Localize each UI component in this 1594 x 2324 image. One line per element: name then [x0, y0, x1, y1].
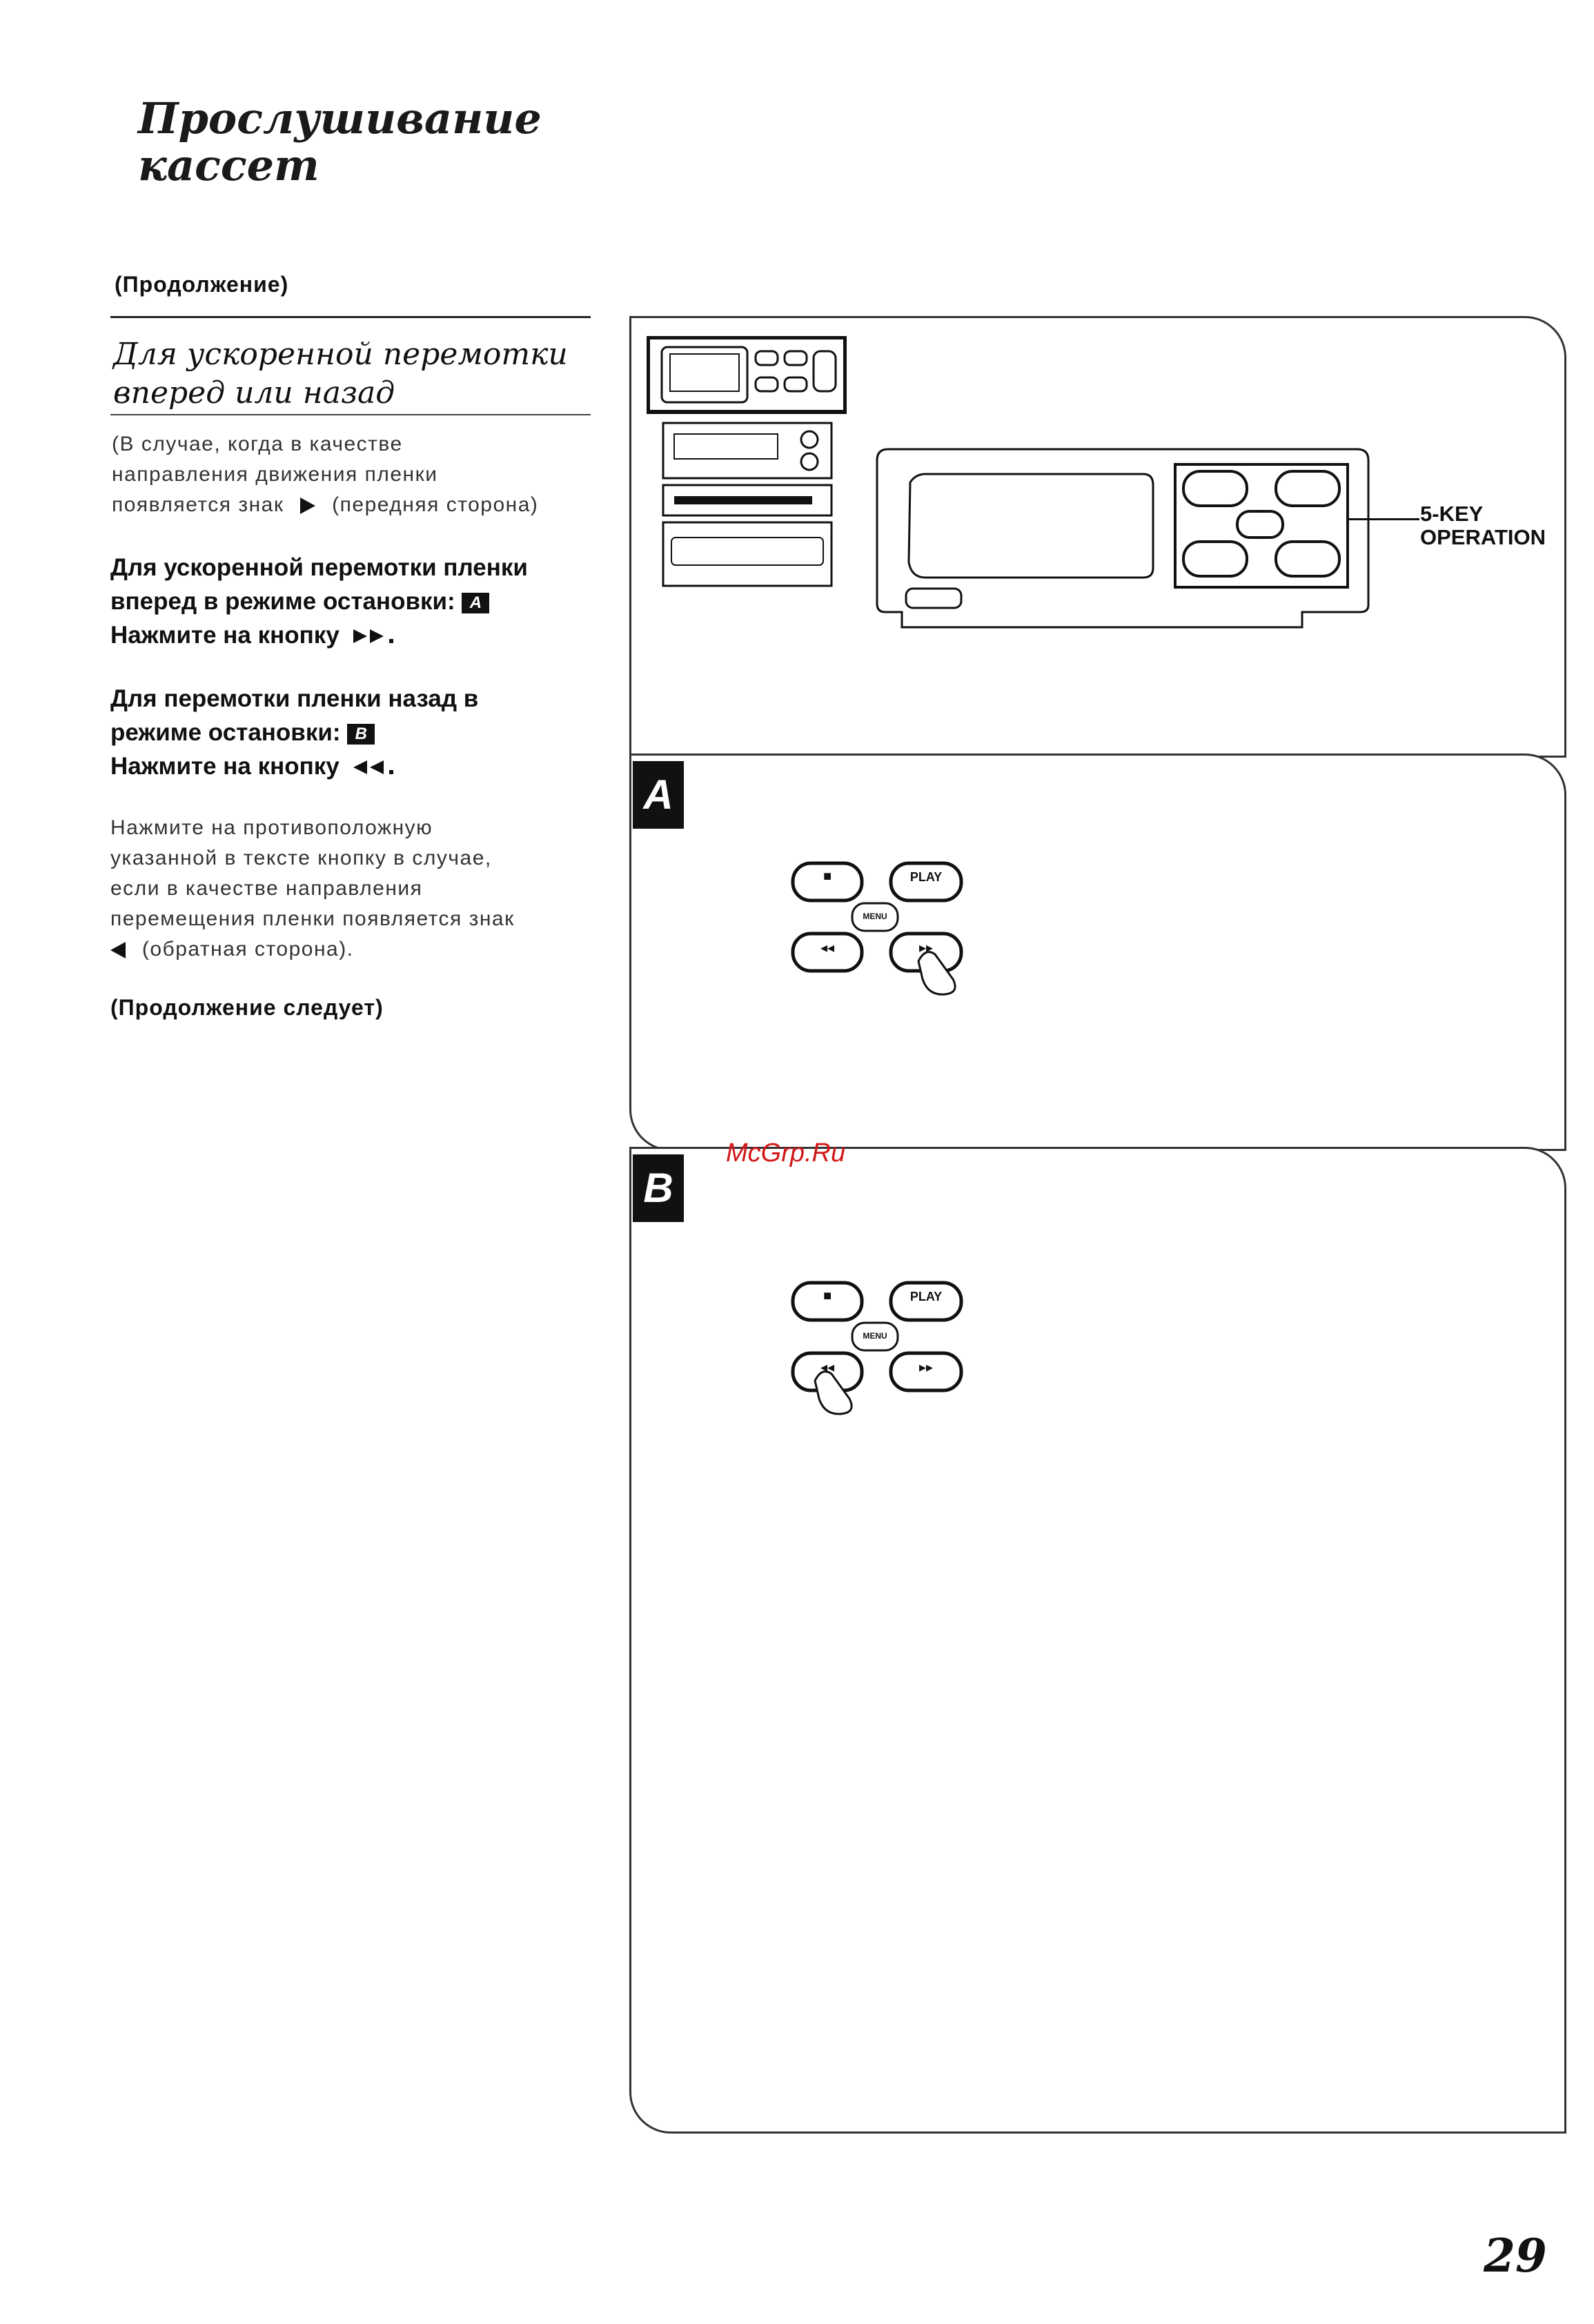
- ff-heading-line-2: вперед в режиме остановки: A: [110, 584, 528, 618]
- page-title-line-2: кассет: [138, 140, 319, 190]
- panel-b-label: B: [633, 1154, 684, 1222]
- reverse-note-line-5: (обратная сторона).: [110, 934, 515, 965]
- panel-b: [629, 1147, 1566, 2134]
- panel-a-label: A: [633, 761, 684, 829]
- section-divider: [110, 316, 591, 318]
- watermark: McGrp.Ru: [726, 1139, 846, 1168]
- ff-instruction: Нажмите на кнопку: [110, 618, 528, 653]
- rewind-button[interactable]: ◂◂: [820, 1360, 835, 1375]
- direction-note-line-2: направления движения пленки: [112, 463, 438, 486]
- stop-button[interactable]: ■: [823, 1288, 832, 1303]
- section-subtitle-line-2: вперед или назад: [113, 375, 395, 411]
- main-unit-controller-illustration: [874, 446, 1371, 636]
- panel-b-keypad: [787, 1277, 967, 1415]
- key-label-leader-line: [1348, 518, 1419, 520]
- reverse-note-line-1: Нажмите на противоположную: [110, 816, 433, 839]
- subtitle-divider: [110, 414, 591, 415]
- panel-a-keypad: [787, 858, 967, 996]
- marker-b-icon: B: [347, 724, 375, 745]
- stop-button[interactable]: ■: [823, 869, 832, 884]
- reverse-note: [110, 813, 515, 965]
- page-title-line-1: Прослушивание: [138, 93, 542, 144]
- ff-instructions: [110, 551, 528, 653]
- reverse-direction-icon: [110, 942, 126, 958]
- five-key-operation-label: 5-KEY OPERATION: [1420, 502, 1546, 549]
- page-number: 29: [1484, 2229, 1547, 2283]
- rew-heading-line-2: режиме остановки: B: [110, 716, 478, 749]
- marker-a-icon: A: [462, 593, 489, 613]
- direction-note-line-3: появляется знак (передняя сторона): [112, 493, 539, 516]
- fast-forward-icon: [352, 620, 395, 653]
- rewind-icon: [352, 751, 395, 785]
- fast-forward-button[interactable]: ▸▸: [918, 1360, 934, 1375]
- ff-heading-line-1: Для ускоренной перемотки пленки: [110, 554, 528, 581]
- direction-note-line-1: (В случае, когда в качестве: [112, 433, 403, 455]
- continuation-label: (Продолжение): [115, 272, 289, 297]
- section-subtitle: [113, 335, 568, 413]
- panel-a: [629, 754, 1566, 1151]
- rewind-button[interactable]: ◂◂: [820, 941, 835, 956]
- play-button[interactable]: PLAY: [909, 870, 943, 884]
- rew-heading-line-1: Для перемотки пленки назад в: [110, 685, 479, 712]
- to-be-continued: (Продолжение следует): [110, 995, 384, 1020]
- menu-button[interactable]: MENU: [863, 912, 887, 921]
- reverse-note-line-2: указанной в тексте кнопку в случае,: [110, 847, 492, 869]
- fast-forward-button[interactable]: ▸▸: [918, 941, 934, 956]
- reverse-note-line-4: перемещения пленки появляется знак: [110, 907, 515, 930]
- rew-instructions: [110, 682, 478, 785]
- menu-button[interactable]: MENU: [863, 1331, 887, 1341]
- stereo-system-illustration: [647, 336, 847, 602]
- play-button[interactable]: PLAY: [909, 1290, 943, 1303]
- page-title: [138, 95, 542, 189]
- reverse-note-line-3: если в качестве направления: [110, 877, 423, 900]
- direction-note: [112, 429, 538, 520]
- section-subtitle-line-1: Для ускоренной перемотки: [113, 337, 568, 372]
- forward-direction-icon: [300, 498, 315, 514]
- rew-instruction: Нажмите на кнопку: [110, 749, 478, 785]
